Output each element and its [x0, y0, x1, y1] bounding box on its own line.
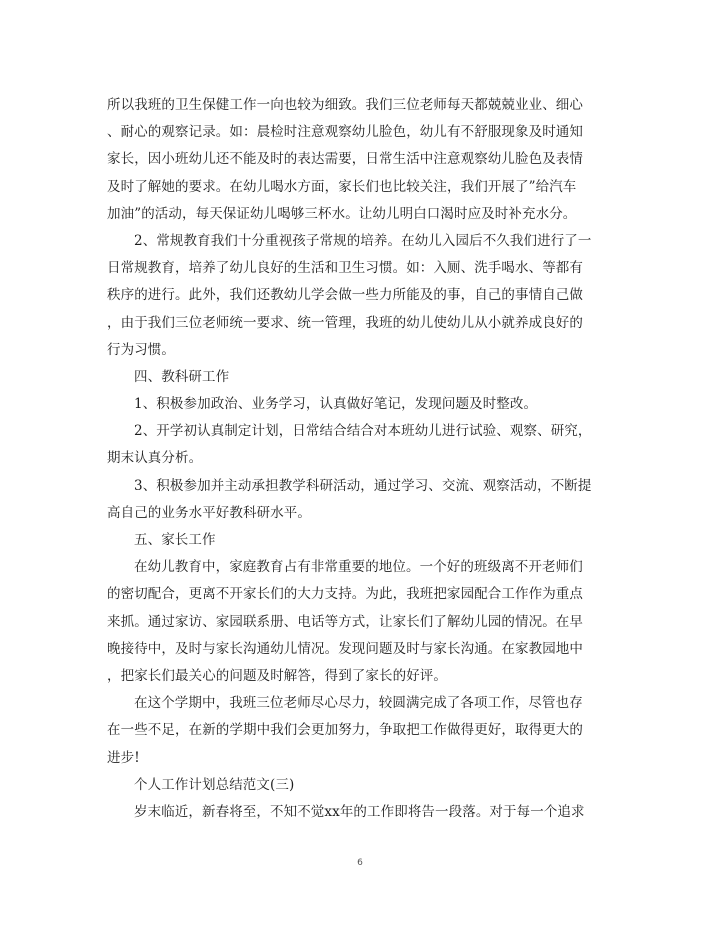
text-line: 来抓。通过家访、家园联系册、电话等方式，让家长们了解幼儿园的情况。在早: [107, 613, 583, 630]
text-line: 岁末临近，新春将至，不知不觉xx年的工作即将告一段落。对于每一个追求: [134, 803, 585, 820]
section-heading: 四、教科研工作: [134, 368, 230, 385]
section-title-sample-three: [107, 772, 615, 799]
text-line: 期末认真分析。: [107, 450, 203, 467]
section-heading-research: [107, 364, 615, 391]
text-line: 进步!: [107, 749, 140, 766]
text-line: 2、常规教育我们十分重视孩子常规的培养。在幼儿入园后不久我们进行了一: [134, 232, 592, 249]
paragraph-semester-summary: [107, 690, 615, 772]
paragraph-research-2: [107, 418, 615, 472]
text-line: 在一些不足，在新的学期中我们会更加努力，争取把工作做得更好，取得更大的: [107, 722, 583, 739]
text-line: 在幼儿教育中，家庭教育占有非常重要的地位。一个好的班级离不开老师们: [134, 559, 583, 576]
page-number: 6: [357, 858, 363, 868]
paragraph-health-care: [107, 92, 615, 228]
text-line: 1、积极参加政治、业务学习，认真做好笔记，发现问题及时整改。: [134, 396, 538, 413]
section-heading: 五、家长工作: [134, 532, 216, 548]
paragraph-parents: [107, 554, 615, 690]
text-line: 的密切配合，更离不开家长们的大力支持。为此，我班把家园配合工作作为重点: [107, 586, 583, 603]
text-line: ，由于我们三位老师统一要求、统一管理，我班的幼儿使幼儿从小就养成良好的: [107, 314, 583, 331]
text-line: 日常规教育，培养了幼儿良好的生活和卫生习惯。如：入厕、洗手喝水、等都有: [107, 260, 583, 277]
text-line: 3、积极参加并主动承担教学科研活动，通过学习、交流、观察活动，不断提: [134, 477, 592, 494]
paragraph-year-end: [107, 799, 615, 826]
paragraph-research-3: [107, 473, 615, 527]
text-line: ，把家长们最关心的问题及时解答，得到了家长的好评。: [107, 667, 447, 684]
text-line: 行为习惯。: [107, 341, 175, 358]
text-line: 秩序的进行。此外，我们还教幼儿学会做一些力所能及的事，自己的事情自己做: [107, 287, 583, 304]
paragraph-routine-education: [107, 228, 615, 364]
text-line: 、耐心的观察记录。如：晨检时注意观察幼儿脸色，幼儿有不舒服现象及时通知: [107, 124, 583, 141]
text-line: 在这个学期中，我班三位老师尽心尽力，较圆满完成了各项工作，尽管也存: [134, 695, 583, 712]
paragraph-research-1: [107, 391, 615, 418]
text-line: 加油”的活动，每天保证幼儿喝够三杯水。让幼儿明白口渴时应及时补充水分。: [107, 205, 577, 222]
section-heading: 个人工作计划总结范文(三): [134, 776, 295, 793]
text-line: 及时了解她的要求。在幼儿喝水方面，家长们也比较关注，我们开展了”给汽车: [107, 178, 577, 195]
text-line: 2、开学初认真制定计划，日常结合结合对本班幼儿进行试验、观察、研究，: [134, 423, 592, 440]
text-line: 家长，因小班幼儿还不能及时的表达需要，日常生活中注意观察幼儿脸色及表情: [107, 151, 583, 168]
text-line: 高自己的业务水平好教科研水平。: [107, 504, 311, 521]
text-line: 晚接待中，及时与家长沟通幼儿情况。发现问题及时与家长沟通。在家教园地中: [107, 640, 583, 657]
section-heading-parents: [107, 527, 615, 554]
text-line: 所以我班的卫生保健工作一向也较为细致。我们三位老师每天都兢兢业业、细心: [107, 97, 583, 113]
document-body: [107, 92, 615, 826]
